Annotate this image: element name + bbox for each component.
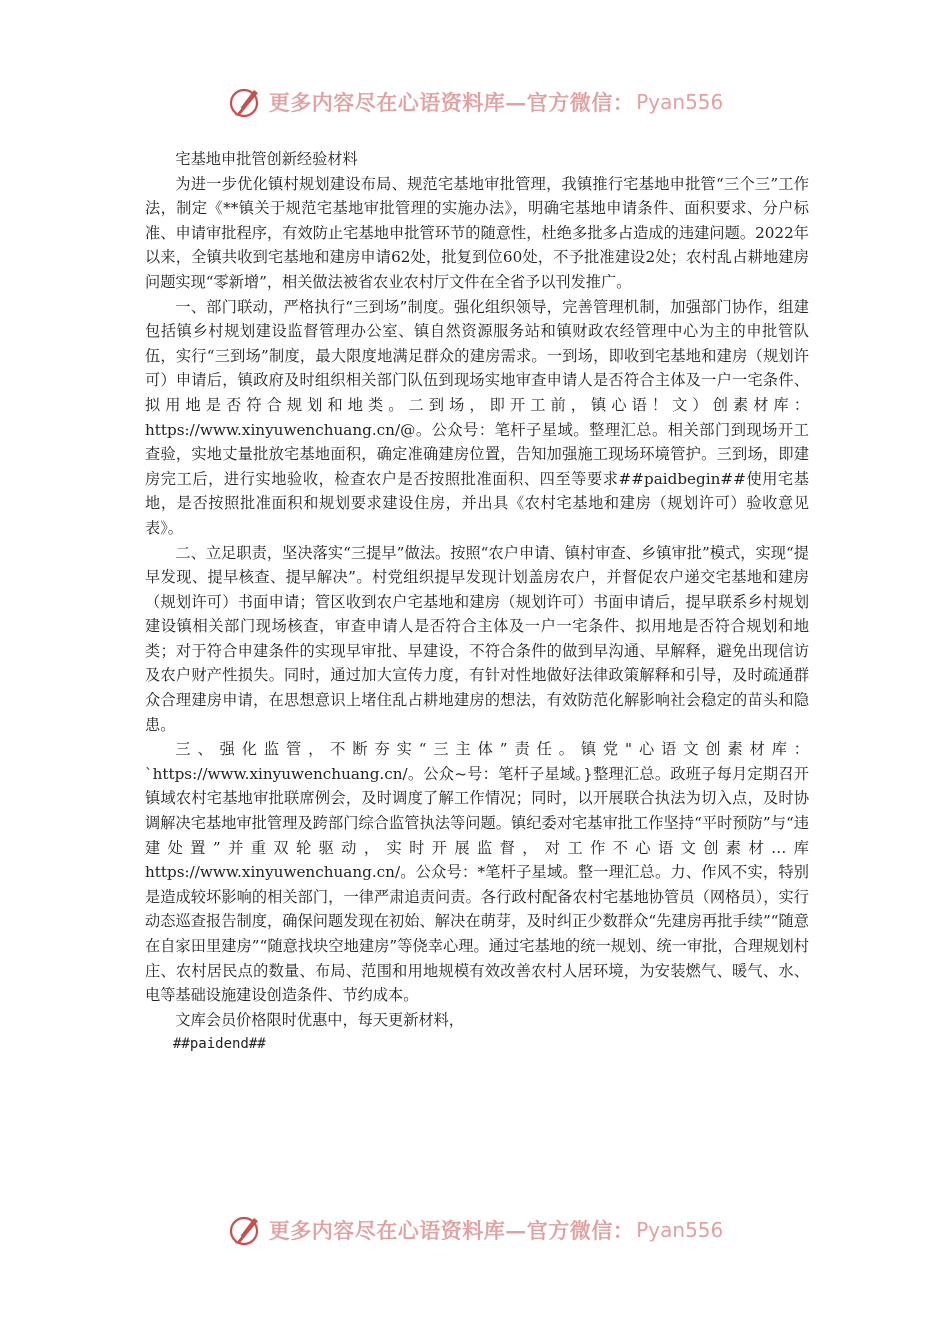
paragraph-intro: 为进一步优化镇村规划建设布局、规范宅基地审批管理，我镇推行宅基地申批管“三个三”工作法，制定《**镇关于规范宅基地审批管理的实施办法》，明确宅基地申请条件、面积要求、分户标准、申请审批程序，有效防止宅基地申批管环节的随意性，杜绝多批多占造成的违建问题。2022年以来，全镇共收到宅基地和建房申请62处，批复到位60处，不予批准建设2处；农村乱占耕地建房问题实现“零新增”，相关做法被省农业农村厅文件在全省予以刊发推广。 [145, 174, 809, 291]
banner-text: 更多内容尽在心语资料库—官方微信： [268, 90, 635, 115]
quill-pen-logo-icon [227, 84, 263, 120]
paragraph-section-3: 三、强化监管，不断夯实“三主体”责任。镇党"心语文创素材库：`https://www.xinyuwenchuang.cn/。公众~号：笔杆子星域。}整理汇总。政班子每月定期召开镇域农村宅基地审批联席例会，及时调度了解工作情况；同时，以开展联合执法为切入点，及时协调解决宅基地审批管理及跨部门综合监管执法等问题。镇纪委对宅基审批工作坚持“平时预防”与“违建处置”并重双轮驱动，实时开展监督，对工作不心语文创素材…库https://www.xinyuwenchuang.cn/。公众号：*笔杆子星域。整一理汇总。力、作风不实，特别是造成较坏影响的相关部门，一律严肃追责问责。各行政村配备农村宅基地协管员（网格员），实行动态巡查报告制度，确保问题发现在初始、解决在萌芽，及时纠正少数群众“先建房再批手续”“随意在自家田里建房”“随意找块空地建房”等侥幸心理。通过宅基地的统一规划、统一审批，合理规划村庄、农村居民点的数量、布局、范围和用地规模有效改善农村人居环境，为安装燃气、暖气、水、电等基础设施建设创造条件、节约成本。 [145, 740, 809, 1005]
document-body [145, 147, 809, 1057]
paragraph-closing: 文库会员价格限时优惠中，每天更新材料， [175, 1010, 464, 1029]
banner-text: 更多内容尽在心语资料库—官方微信： [268, 1218, 635, 1243]
quill-pen-logo-icon [227, 1212, 263, 1248]
footer-banner [0, 1210, 950, 1250]
header-banner [0, 82, 950, 122]
paragraph-section-2: 二、立足职责，坚决落实“三提早”做法。按照“农户申请、镇村审查、乡镇审批”模式，实现“提早发现、提早核查、提早解决”。村党组织提早发现计划盖房农户，并督促农户递交宅基地和建房（规划许可）书面申请；管区收到农户宅基地和建房（规划许可）书面申请后，提早联系乡村规划建设镇相关部门现场核查，审查申请人是否符合主体及一户一宅条件、拟用地是否符合规划和地类；对于符合申建条件的实现早审批、早建设，不符合条件的做到早沟通、早解释，避免出现信访及农户财产性损失。同时，通过加大宣传力度，有针对性地做好法律政策解释和引导，及时疏通群众合理建房申请，在思想意识上堵住乱占耕地建房的想法，有效防范化解影响社会稳定的苗头和隐患。 [145, 543, 809, 734]
end-marker: ##paidend## [173, 1036, 266, 1053]
paragraph-section-1: 一、部门联动，严格执行“三到场”制度。强化组织领导，完善管理机制，加强部门协作，组建包括镇乡村规划建设监督管理办公室、镇自然资源服务站和镇财政农经管理中心为主的申批管队伍，实行“三到场”制度，最大限度地满足群众的建房需求。一到场，即收到宅基地和建房（规划许可）申请后，镇政府及时组织相关部门队伍到现场实地审查申请人是否符合主体及一户一宅条件、拟用地是否符合规划和地类。二到场，即开工前，镇心语！文）创素材库：https://www.xinyuwenchuang.cn/@。公众号：笔杆子星域。整理汇总。相关部门到现场开工查验，实地丈量批放宅基地面积，确定准确建房位置，告知加强施工现场环境管护。三到场，即建房完工后，进行实地验收，检查农户是否按照批准面积、四至等要求##paidbegin##使用宅基地，是否按照批准面积和规划要求建设住房，并出具《农村宅基地和建房（规划许可）验收意见表》。 [145, 297, 809, 537]
wechat-id: Pyan556 [636, 90, 724, 114]
document-title: 宅基地申批管创新经验材料 [175, 150, 358, 168]
wechat-id: Pyan556 [636, 1218, 724, 1242]
